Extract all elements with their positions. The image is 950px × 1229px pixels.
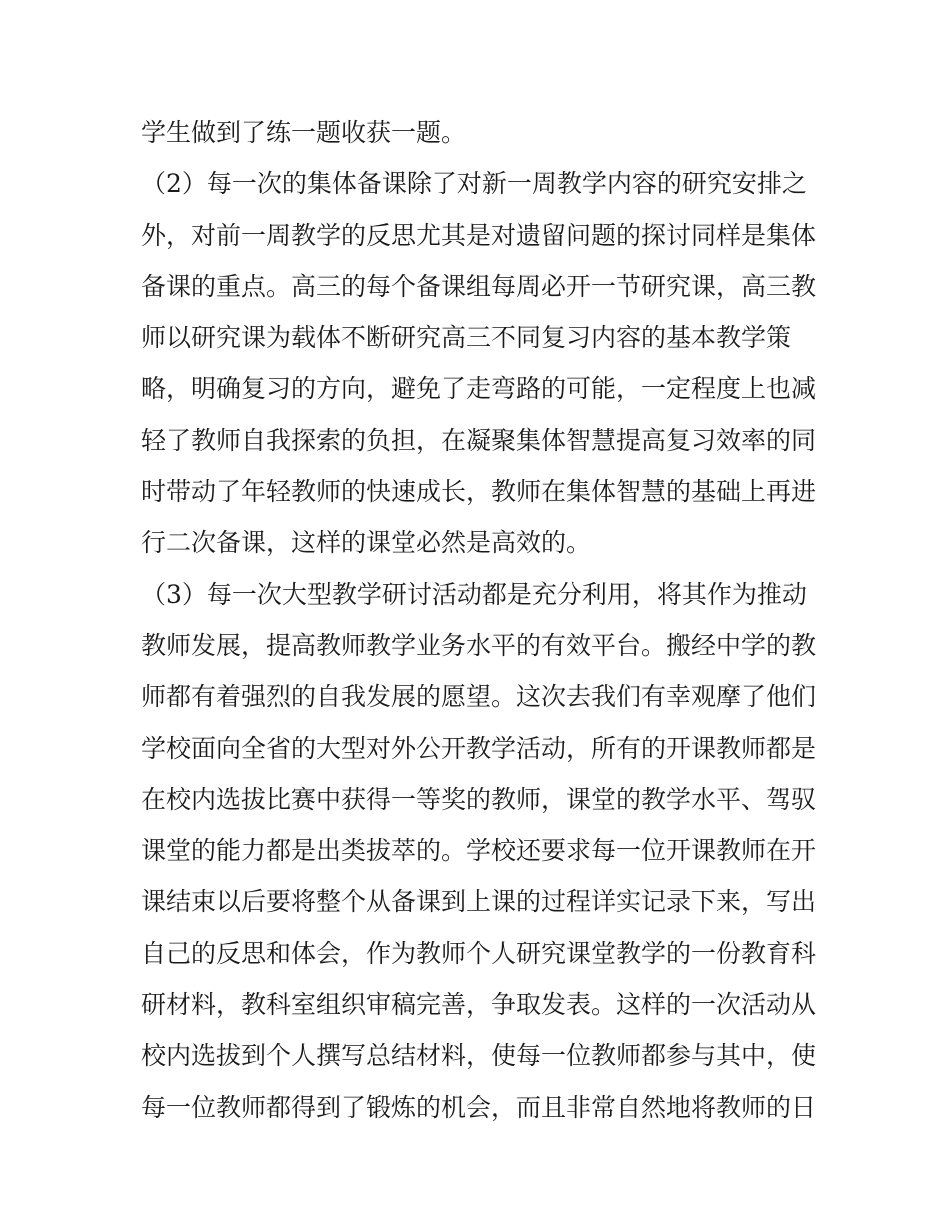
text-line: 行二次备课，这样的课堂必然是高效的。 xyxy=(141,528,592,558)
text-line: 师以研究课为载体不断研究高三不同复习内容的基本教学策 xyxy=(141,323,792,353)
text-line: 研材料，教科室组织审稿完善，争取发表。这样的一次活动从 xyxy=(141,990,817,1020)
text-line: （2）每一次的集体备课除了对新一周教学内容的研究安排之 xyxy=(141,169,807,199)
text-line: 课结束以后要将整个从备课到上课的过程详实记录下来，写出 xyxy=(141,887,817,917)
text-line: 略，明确复习的方向，避免了走弯路的可能，一定程度上也减 xyxy=(141,374,817,404)
text-line: （3）每一次大型教学研讨活动都是充分利用，将其作为推动 xyxy=(141,579,807,609)
text-line: 学生做到了练一题收获一题。 xyxy=(141,118,467,147)
text-line: 学校面向全省的大型对外公开教学活动，所有的开课教师都是 xyxy=(141,733,817,763)
text-line: 在校内选拔比赛中获得一等奖的教师，课堂的教学水平、驾驭 xyxy=(141,784,817,814)
text-line: 课堂的能力都是出类拔萃的。学校还要求每一位开课教师在开 xyxy=(141,836,817,866)
text-line: 备课的重点。高三的每个备课组每周必开一节研究课，高三教 xyxy=(141,271,817,301)
text-line: 教师发展，提高教师教学业务水平的有效平台。搬经中学的教 xyxy=(141,630,817,660)
text-line: 时带动了年轻教师的快速成长，教师在集体智慧的基础上再进 xyxy=(141,477,817,507)
text-line: 轻了教师自我探索的负担，在凝聚集体智慧提高复习效率的同 xyxy=(141,425,817,455)
text-line: 自己的反思和体会，作为教师个人研究课堂教学的一份教育科 xyxy=(141,938,817,968)
text-line: 师都有着强烈的自我发展的愿望。这次去我们有幸观摩了他们 xyxy=(141,682,817,712)
body-text xyxy=(141,107,831,1133)
text-line: 每一位教师都得到了锻炼的机会，而且非常自然地将教师的日 xyxy=(141,1092,817,1122)
text-line: 校内选拔到个人撰写总结材料，使每一位教师都参与其中，使 xyxy=(141,1041,817,1071)
text-line: 外，对前一周教学的反思尤其是对遗留问题的探讨同样是集体 xyxy=(141,220,817,250)
